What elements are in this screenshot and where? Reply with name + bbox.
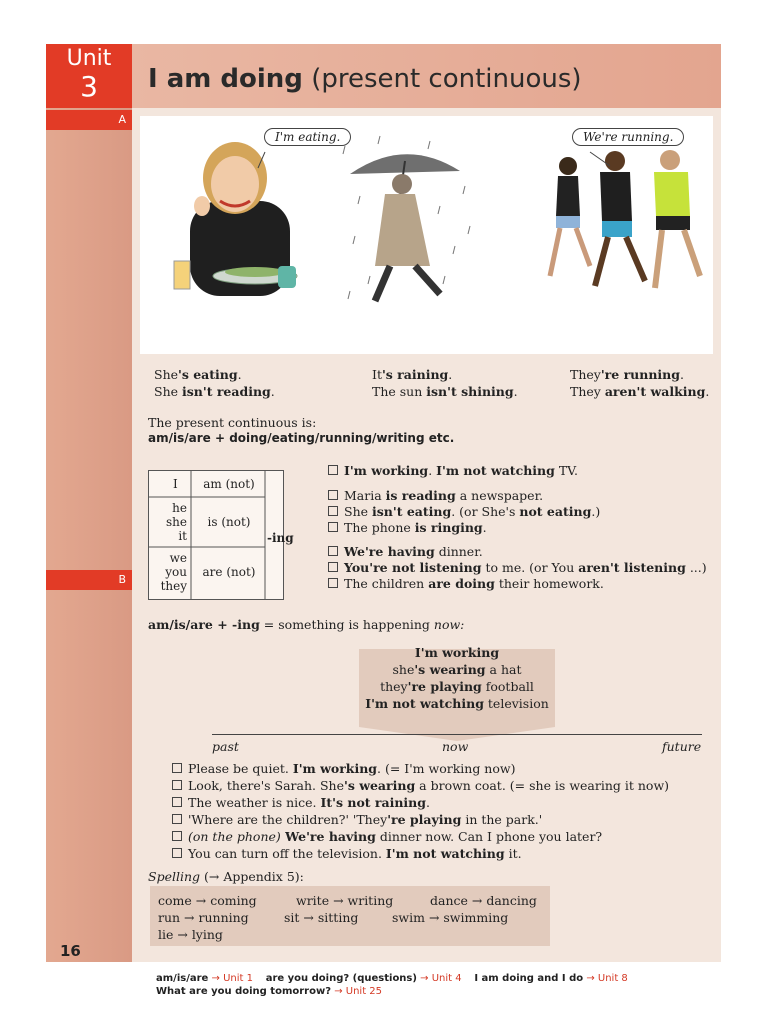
section-b-label: B [118,573,126,586]
table-ing: -ing [267,531,294,545]
example-b-2: Look, there's Sarah. She's wearing a brown coat. (= she is wearing it now) [172,778,669,794]
now-line-4: I'm not watching television [365,696,549,711]
sidebar [46,44,132,962]
example-a-3: She isn't eating. (or She's not eating.) [328,504,600,520]
example-b-5: (on the phone) We're having dinner now. Can I phone you later? [172,829,602,845]
example-a-4: The phone is ringing. [328,520,487,536]
title-main: I am doing [148,64,303,94]
example-a-5: We're having dinner. [328,544,483,560]
example-a-6: You're not listening to me. (or You aren't listening ...) [328,560,707,576]
page-header [132,44,721,108]
example-b-4: 'Where are the children?' 'They're playing in the park.' [172,812,542,828]
spelling-lie: lie → lying [158,927,223,942]
content-area [132,108,721,997]
table-pronoun-i: I [173,477,178,491]
spelling-swim: swim → swimming [392,910,509,925]
woman-eating-illustration [174,142,297,296]
footer-line-2: What are you doing tomorrow? → Unit 25 [156,986,383,997]
table-verb-am: am (not) [203,477,255,491]
page-number: 16 [60,942,81,960]
title-sub: (present continuous) [311,64,582,94]
caption-eating: She's eating. She isn't reading. [154,367,275,399]
now-line-2: she's wearing a hat [392,662,522,677]
table-verb-is: is (not) [207,515,251,529]
cross-reference-footer [148,970,708,1000]
speech-bubble-running: We're running. [572,128,684,146]
intro-line-2: am/is/are + doing/eating/running/writing etc. [148,431,455,445]
timeline-line [212,734,702,735]
example-a-7: The children are doing their homework. [328,576,604,592]
spelling-come: come → coming [158,893,257,908]
timeline-now: now [442,739,469,754]
table-pronouns-he-she-it: he she it [166,501,187,543]
footer-line-1: am/is/are → Unit 1 are you doing? (questions) → Unit 4 I am doing and I do → Unit 8 [156,973,628,984]
page-title [148,64,582,94]
textbook-page [46,44,721,997]
timeline-future: future [662,739,702,754]
unit-number: 3 [80,70,98,103]
table-pronouns-we-you-they: we you they [160,551,187,593]
runners-illustration [550,150,700,288]
table-verb-are: are (not) [202,565,256,579]
man-in-rain-illustration [343,136,470,301]
speech-bubble-eating: I'm eating. [264,128,351,146]
spelling-run: run → running [158,910,249,925]
caption-running: They're running. They aren't walking. [570,367,710,399]
unit-badge [46,44,132,108]
example-a-2: Maria is reading a newspaper. [328,488,543,504]
spelling-heading: Spelling (→ Appendix 5): [148,869,304,884]
unit-word: Unit [66,46,112,71]
caption-raining: It's raining. The sun isn't shining. [372,367,518,399]
spelling-sit: sit → sitting [284,910,359,925]
timeline-past: past [212,739,239,754]
now-line-1: I'm working [414,645,500,660]
spelling-dance: dance → dancing [430,893,537,908]
conjugation-table [148,470,294,600]
intro-line-1: The present continuous is: [148,415,317,430]
section-a-label: A [118,113,126,126]
illustrations-svg [140,116,713,354]
section-tab-a [46,110,132,130]
example-b-6: You can turn off the television. I'm not watching it. [172,846,522,862]
illustration-panel [140,116,713,354]
now-line-3: they're playing football [380,679,534,694]
spelling-write: write → writing [296,893,394,908]
section-tab-b [46,570,132,590]
example-b-3: The weather is nice. It's not raining. [172,795,430,811]
example-b-1: Please be quiet. I'm working. (= I'm working now) [172,761,515,777]
example-a-1: I'm working. I'm not watching TV. [328,463,578,479]
section-b-heading: am/is/are + -ing = something is happening now: [148,617,465,632]
